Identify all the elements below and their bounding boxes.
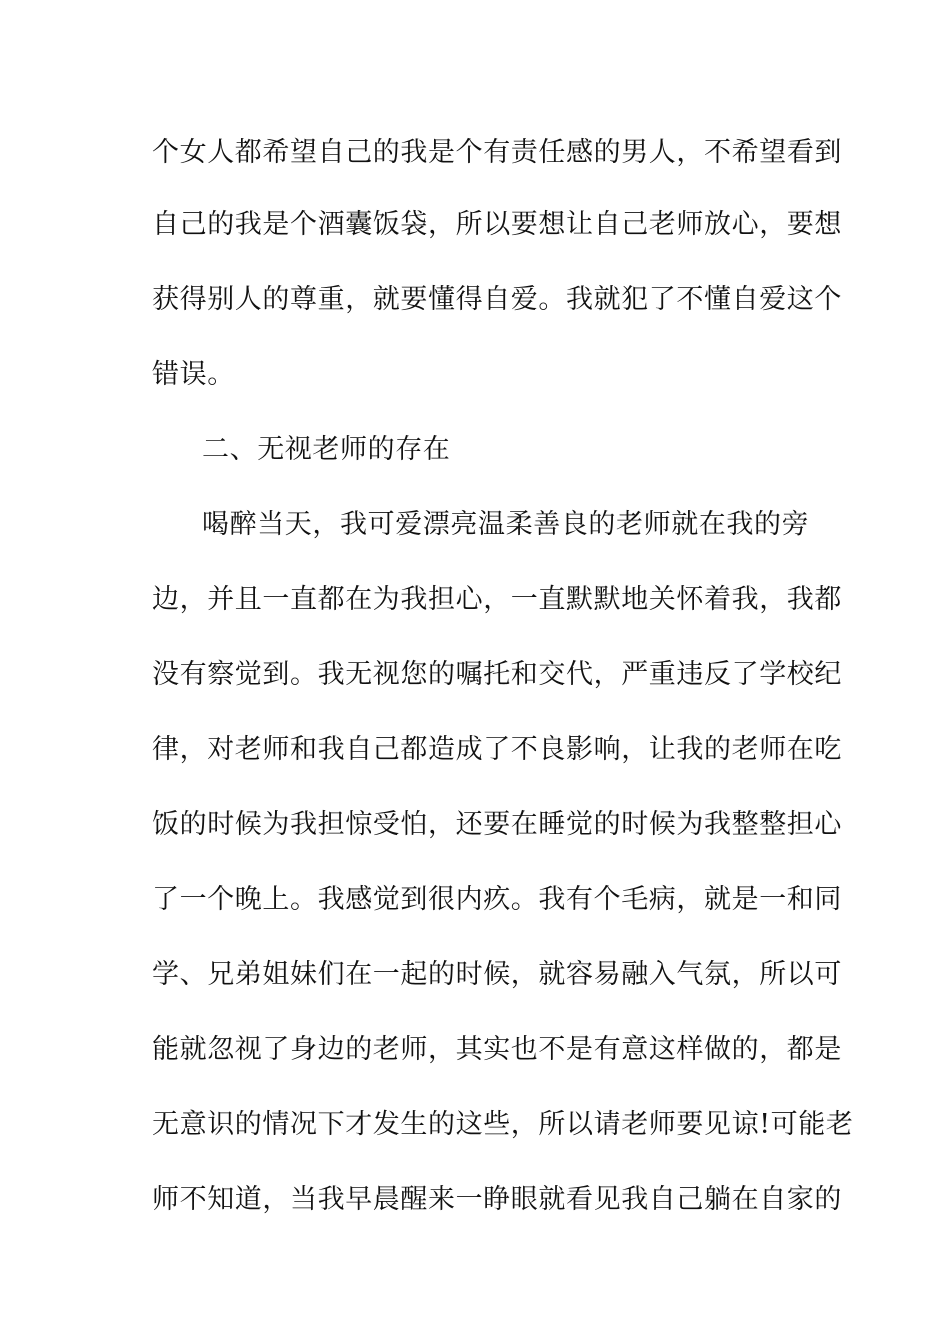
- paragraph-first-line: 喝醉当天，我可爱漂亮温柔善良的老师就在我的旁: [202, 509, 810, 540]
- text-line: 饭的时候为我担惊受怕，还要在睡觉的时候为我整整担心: [152, 809, 842, 840]
- text-line: 师不知道，当我早晨醒来一睁眼就看见我自己躺在自家的: [152, 1184, 842, 1215]
- text-line: 自己的我是个酒囊饭袋，所以要想让自己老师放心，要想: [152, 209, 842, 240]
- section-heading: 二、无视老师的存在: [202, 434, 451, 465]
- text-line: 错误。: [152, 359, 235, 390]
- text-line: 个女人都希望自己的我是个有责任感的男人，不希望看到: [152, 137, 842, 168]
- text-line: 了一个晚上。我感觉到很内疚。我有个毛病，就是一和同: [152, 884, 842, 915]
- text-line: 能就忽视了身边的老师，其实也不是有意这样做的，都是: [152, 1034, 842, 1065]
- text-line: 无意识的情况下才发生的这些，所以请老师要见谅!可能老: [152, 1109, 854, 1140]
- text-line: 边，并且一直都在为我担心，一直默默地关怀着我，我都: [152, 584, 842, 615]
- text-line: 没有察觉到。我无视您的嘱托和交代，严重违反了学校纪: [152, 659, 842, 690]
- text-line: 律，对老师和我自己都造成了不良影响，让我的老师在吃: [152, 734, 842, 765]
- text-line: 学、兄弟姐妹们在一起的时候，就容易融入气氛，所以可: [152, 959, 842, 990]
- text-line: 获得别人的尊重，就要懂得自爱。我就犯了不懂自爱这个: [152, 284, 842, 315]
